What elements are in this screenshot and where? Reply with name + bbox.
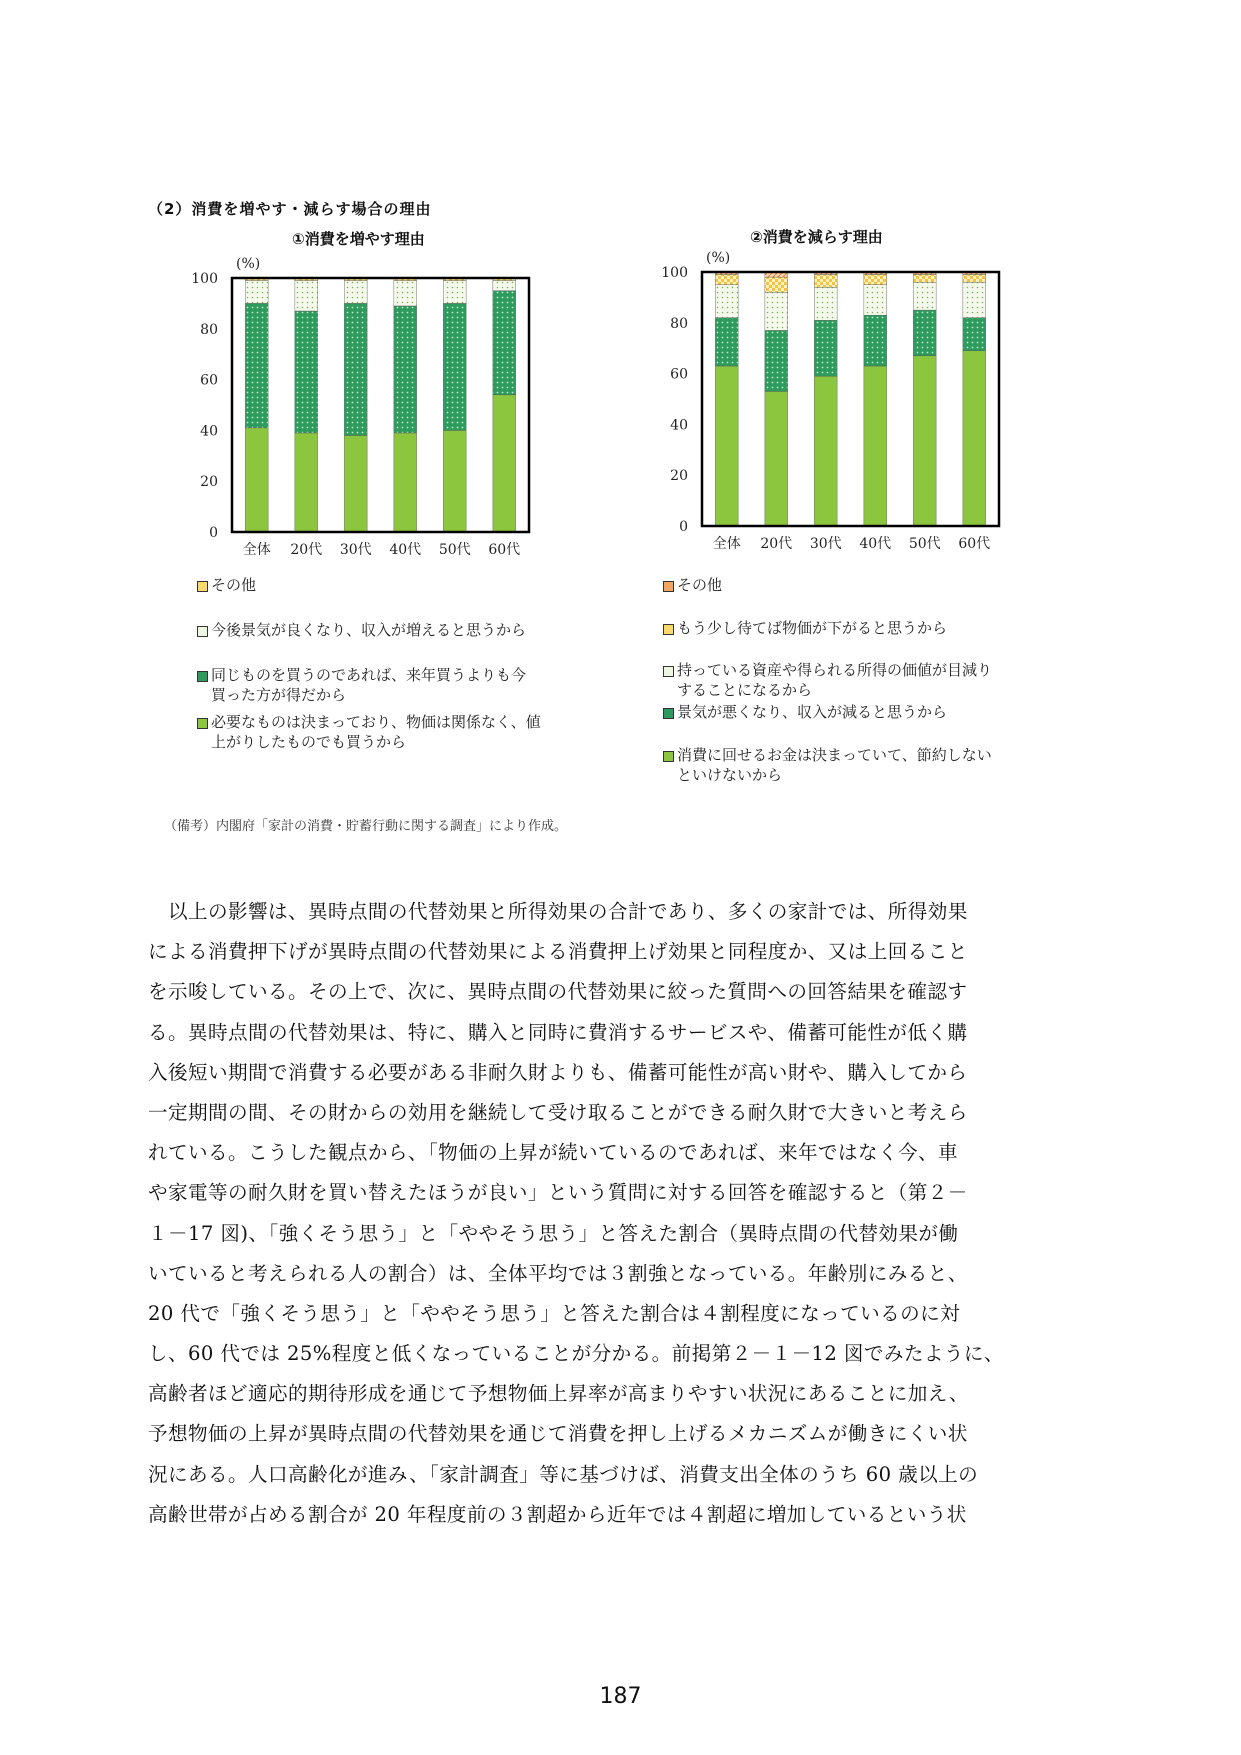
y-tick-label: 0: [679, 519, 688, 535]
bar-segment: [814, 376, 837, 526]
y-axis-label: (%): [706, 250, 731, 266]
bar-segment: [963, 351, 986, 526]
legend-label: 今後景気が良くなり、収入が増えると思うから: [211, 621, 527, 639]
body-line: による消費押下げが異時点間の代替効果による消費押上げ効果と同程度か、又は上回ること: [148, 940, 968, 964]
bar-segment: [864, 275, 887, 285]
bar-segment: [443, 281, 466, 304]
legend-swatch: [663, 708, 674, 719]
legend2-item-economy-worse: [663, 702, 947, 722]
x-tick-label: 50代: [908, 536, 941, 552]
legend-swatch: [663, 581, 674, 592]
chart1: [170, 240, 570, 570]
legend1-item-necessary: [197, 712, 541, 752]
bar-segment: [715, 366, 738, 526]
legend-label: 必要なものは決まっており、物価は関係なく、値 上がりしたものでも買うから: [211, 713, 541, 751]
legend1-item-buy-now: [197, 665, 526, 705]
body-line: を示唆している。その上で、次に、異時点間の代替効果に絞った質問への回答結果を確認す: [148, 980, 968, 1004]
y-tick-label: 60: [200, 372, 218, 389]
legend-swatch: [663, 624, 674, 635]
bar-segment: [344, 435, 367, 532]
y-tick-label: 20: [670, 468, 688, 485]
bar-segment: [864, 366, 887, 526]
bar-segment: [765, 391, 788, 526]
source-note: （備考）内閣府「家計の消費・貯蓄行動に関する調査」により作成。: [164, 819, 568, 834]
x-tick-label: 20代: [760, 536, 793, 552]
legend-label: 景気が悪くなり、収入が減ると思うから: [677, 703, 948, 721]
x-tick-label: 60代: [488, 542, 521, 558]
legend-swatch: [197, 626, 208, 637]
bar-segment: [814, 287, 837, 320]
bar-segment: [344, 281, 367, 304]
bar-segment: [443, 430, 466, 532]
legend-label: その他: [677, 576, 723, 594]
legend-label: 消費に回せるお金は決まっていて、節約しない といけないから: [677, 746, 992, 784]
body-text: [148, 892, 1108, 1535]
y-tick-label: 40: [670, 417, 688, 434]
body-line: １－17 図)、「強くそう思う」と「ややそう思う」と答えた割合（異時点間の代替効果が働: [148, 1221, 959, 1245]
y-tick-label: 0: [209, 525, 218, 541]
body-line: る。異時点間の代替効果は、特に、購入と同時に費消するサービスや、備蓄可能性が低く購: [148, 1020, 968, 1044]
bar-segment: [765, 330, 788, 391]
body-line: や家電等の耐久財を買い替えたほうが良い」という質問に対する回答を確認すると（第２－: [148, 1181, 968, 1205]
bar-segment: [864, 315, 887, 366]
bar-segment: [394, 281, 417, 306]
legend-label: その他: [211, 576, 257, 594]
legend-label: 同じものを買うのであれば、来年買うよりも今 買った方が得だから: [211, 666, 527, 704]
x-tick-label: 全体: [242, 542, 271, 558]
bar-segment: [394, 306, 417, 433]
bar-segment: [245, 428, 268, 532]
y-tick-label: 20: [200, 474, 218, 491]
legend-swatch: [663, 751, 674, 762]
bar-segment: [963, 318, 986, 351]
bar-segment: [913, 310, 936, 356]
bar-segment: [913, 356, 936, 526]
legend2-item-other: [663, 575, 722, 595]
y-tick-label: 100: [191, 271, 218, 287]
x-tick-label: 20代: [290, 542, 323, 558]
y-axis-label: (%): [236, 256, 261, 272]
section-title: （2）消費を増やす・減らす場合の理由: [148, 200, 432, 218]
y-tick-label: 100: [661, 265, 688, 281]
plot-frame: [702, 272, 999, 526]
legend2-item-asset-value: [663, 660, 992, 700]
bar-segment: [715, 285, 738, 318]
legend-label: 持っている資産や得られる所得の価値が目減り することになるから: [677, 661, 993, 699]
legend-swatch: [197, 581, 208, 592]
y-tick-label: 60: [670, 366, 688, 383]
bar-segment: [814, 320, 837, 376]
bar-segment: [765, 292, 788, 330]
page-number: 187: [599, 1684, 642, 1709]
body-line: 予想物価の上昇が異時点間の代替効果を通じて消費を押し上げるメカニズムが働きにくい状: [148, 1422, 968, 1446]
bar-segment: [443, 303, 466, 430]
body-line: 一定期間の間、その財からの効用を継続して受け取ることができる耐久財で大きいと考えら: [148, 1100, 968, 1124]
bar-segment: [295, 281, 318, 311]
bar-segment: [295, 311, 318, 433]
y-tick-label: 40: [200, 423, 218, 440]
bar-segment: [493, 291, 516, 395]
legend-swatch: [197, 718, 208, 729]
x-tick-label: 30代: [809, 536, 842, 552]
x-tick-label: 40代: [389, 542, 422, 558]
body-line: 入後短い期間で消費する必要がある非耐久財よりも、備蓄可能性が高い財や、購入してから: [148, 1060, 968, 1084]
body-line: いていると考えられる人の割合）は、全体平均では３割強となっている。年齢別にみると、: [148, 1261, 968, 1285]
bar-segment: [963, 282, 986, 318]
bar-segment: [493, 395, 516, 532]
bar-segment: [295, 433, 318, 532]
bar-segment: [913, 275, 936, 283]
bar-segment: [715, 275, 738, 285]
legend2-item-wait-price-fall: [663, 618, 947, 638]
bar-segment: [245, 281, 268, 304]
bar-segment: [765, 277, 788, 292]
body-line: 況にある。人口高齢化が進み、「家計調査」等に基づけば、消費支出全体のうち 60 歳以上の: [148, 1462, 979, 1486]
body-line: し、60 代では 25%程度と低くなっていることが分かる。前掲第２－１－12 図でみたように、: [148, 1342, 1004, 1366]
chart2-title: ②消費を減らす理由: [750, 228, 883, 246]
body-line: 20 代で「強くそう思う」と「ややそう思う」と答えた割合は４割程度になっているのに対: [148, 1301, 961, 1325]
body-line: 以上の影響は、異時点間の代替効果と所得効果の合計であり、多くの家計では、所得効果: [148, 900, 968, 923]
bar-segment: [245, 303, 268, 427]
x-tick-label: 30代: [339, 542, 372, 558]
bar-segment: [864, 285, 887, 315]
x-tick-label: 60代: [958, 536, 991, 552]
bar-segment: [963, 275, 986, 283]
body-line: 高齢世帯が占める割合が 20 年程度前の３割超から近年では４割超に増加しているという状: [148, 1502, 967, 1526]
bar-segment: [493, 281, 516, 291]
body-line: 高齢者ほど適応的期待形成を通じて予想物価上昇率が高まりやすい状況にあることに加え、: [148, 1382, 969, 1406]
legend-swatch: [197, 671, 208, 682]
legend2-item-budget-fixed: [663, 745, 992, 785]
legend1-item-other: [197, 575, 256, 595]
bar-segment: [913, 282, 936, 310]
y-tick-label: 80: [200, 321, 218, 338]
bar-segment: [814, 275, 837, 288]
x-tick-label: 50代: [438, 542, 471, 558]
y-tick-label: 80: [670, 315, 688, 332]
body-line: れている。こうした観点から、「物価の上昇が続いているのであれば、来年ではなく今、車: [148, 1141, 958, 1165]
x-tick-label: 全体: [712, 536, 741, 552]
legend-swatch: [663, 666, 674, 677]
legend1-item-economy-improve: [197, 620, 526, 640]
bar-segment: [344, 303, 367, 435]
chart1-title: ①消費を増やす理由: [292, 230, 425, 248]
plot-frame: [232, 278, 529, 532]
bar-segment: [715, 318, 738, 366]
chart2: [640, 240, 1040, 570]
x-tick-label: 40代: [859, 536, 892, 552]
legend-label: もう少し待てば物価が下がると思うから: [677, 619, 948, 637]
bar-segment: [394, 433, 417, 532]
